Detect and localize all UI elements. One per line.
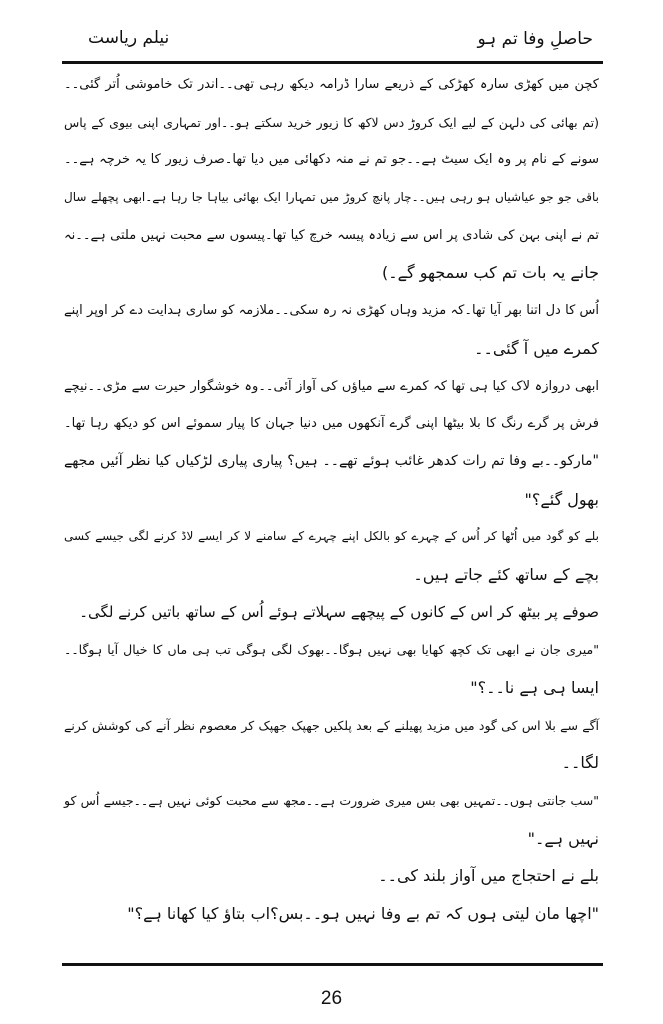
text-line: لگا۔۔	[561, 753, 599, 773]
text-line: فرش پر گرے رنگ کا بلا بیٹھا اپنی گرے آنکھوں میں دنیا جہان کا پیار سموئے اس کو دیکھ رہا تھا۔	[64, 416, 599, 432]
text-line: بچے کے ساتھ کئے جاتے ہیں۔	[413, 564, 599, 584]
text-line: "اچھا مان لیتی ہوں کہ تم بے وفا نہیں ہو۔۔بس؟اب بتاؤ کیا کھانا ہے؟"	[127, 904, 599, 924]
header-divider	[62, 61, 603, 64]
text-line: ابھی دروازہ لاک کیا ہی تھا کہ کمرے سے میاؤں کی آواز آئی۔۔وہ خوشگوار حیرت سے مڑی۔۔نیچے	[64, 378, 599, 394]
text-line: صوفے پر بیٹھ کر اس کے کانوں کے پیچھے سہلاتے ہوئے اُس کے ساتھ باتیں کرنے لگی۔	[79, 602, 599, 621]
text-line: ایسا ہی ہے نا۔۔؟"	[470, 678, 599, 697]
text-line: باقی جو جو عیاشیاں ہو رہی ہیں۔۔چار پانچ کروڑ میں تمہارا ایک بھائی بیاہا جا رہا ہے۔ابھی پچھلے سال	[64, 190, 599, 205]
text-line: کچن میں کھڑی سارہ کھڑکی کے ذریعے سارا ڈرامہ دیکھ رہی تھی۔۔اندر تک خاموشی اُتر گئی۔۔	[64, 77, 599, 92]
page-number: 26	[320, 988, 343, 1009]
text-line: "میری جان نے ابھی تک کچھ کھایا بھی نہیں ہوگا۔۔بھوک لگی ہوگی تب ہی ماں کا خیال آیا ہوگا۔۔	[64, 642, 599, 658]
text-line: تم نے اپنی بہن کی شادی پر اس سے زیادہ پیسہ خرچ کیا تھا۔پیسوں سے محبت نہیں ملتی ہے۔۔نہ	[64, 227, 599, 243]
text-line: کمرے میں آ گئی۔۔	[474, 338, 599, 358]
text-line: بلے کو گود میں اُٹھا کر اُس کے چہرے کو بالکل اپنے چہرے کے سامنے لا کر ایسے لاڈ کرنے لگی جیسے کسی	[64, 529, 599, 544]
text-line: بلے نے احتجاج میں آواز بلند کی۔۔	[378, 866, 599, 886]
text-line: نہیں ہے۔"	[527, 828, 599, 848]
text-line: جانے یہ بات تم کب سمجھو گے۔)	[382, 263, 599, 283]
text-line: (تم بھائی کی دلہن کے لیے ایک کروڑ دس لاکھ کا زیور خرید سکتے ہو۔۔اور تمہاری اپنی بیوی کے پاس	[64, 114, 599, 130]
text-line: "سب جانتی ہوں۔۔تمہیں بھی بس میری ضرورت ہے۔۔مجھ سے محبت کوئی نہیں ہے۔۔جیسے اُس کو	[64, 793, 599, 809]
author-name: نیلم ریاست	[88, 28, 170, 48]
footer-divider	[62, 963, 603, 966]
book-title: حاصلِ وفا تم ہو	[477, 29, 593, 49]
page-body-text	[64, 66, 599, 933]
text-line: "مارکو۔۔بے وفا تم رات کدھر غائب ہوئے تھے۔۔ ہیں؟ پیاری پیاری لڑکیاں کیا نظر آئیں مجھے	[64, 452, 599, 469]
text-line: سونے کے نام پر وہ ایک سیٹ ہے۔۔جو تم نے منہ دکھائی میں دیا تھا۔صرف زیور کا یہ خرچہ ہے۔۔	[64, 152, 599, 168]
text-line: بھول گئے؟"	[524, 489, 599, 509]
text-line: آگے سے بلا اس کی گود میں مزید پھیلنے کے بعد پلکیں جھپک جھپک کر معصوم نظر آنے کی کوشش کرنے	[64, 717, 599, 733]
text-line: اُس کا دل اتنا بھر آیا تھا۔کہ مزید وہاں کھڑی نہ رہ سکی۔۔ملازمہ کو ساری ہدایت دے کر اوپر اپنے	[64, 303, 599, 319]
